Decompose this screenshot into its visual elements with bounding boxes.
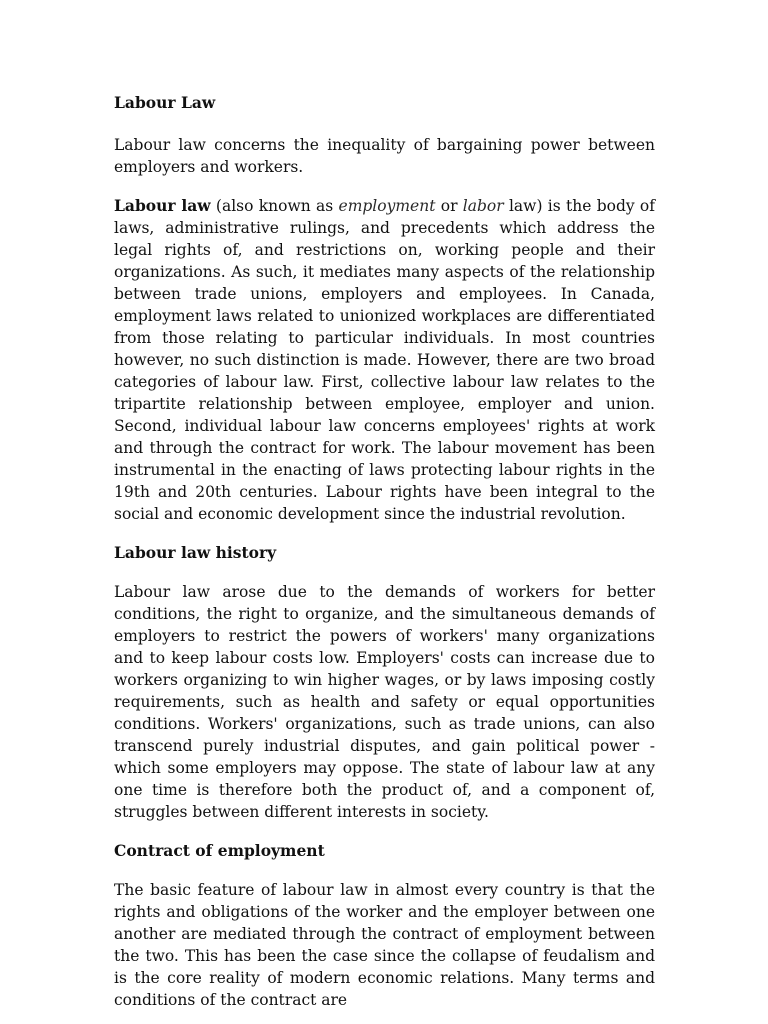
history-heading: Labour law history [114, 543, 277, 562]
keyword-labor: labor [462, 197, 504, 215]
contract-paragraph: The basic feature of labour law in almost every country is that the rights and obligations of the worker and the employer between one another are mediated through the contract of employment between the two. This has been the case since the collapse of feudalism and is the core reality of modern economic relations. Many terms and conditions of the contract are [114, 881, 655, 1009]
definition-text-3: law) is the body of laws, administrative rulings, and precedents which address the legal rights of, and restrictions on, working people and their organizations. As such, it mediates many aspects of the relationship between trade unions, employers and employees. In Canada, employment laws related to unionized workplaces are differentiated from those relating to particular individuals. In most countries however, no such distinction is made. However, there are two broad categories of labour law. First, collective labour law relates to the tripartite relationship between employee, employer and union. Second, individual labour law concerns employees' rights at work and through the contract for work. The labour movement has been instrumental in the enacting of laws protecting labour rights in the 19th and 20th centuries. Labour rights have been integral to the social and economic development since the industrial revolution. [114, 197, 655, 523]
contract-heading: Contract of employment [114, 841, 325, 860]
history-paragraph: Labour law arose due to the demands of workers for better conditions, the right to organize, and the simultaneous demands of employers to restrict the powers of workers' many organizations and to keep labour costs low. Employers' costs can increase due to workers organizing to win higher wages, or by laws imposing costly requirements, such as health and safety or equal opportunities conditions. Workers' organizations, such as trade unions, can also transcend purely industrial disputes, and gain political power - which some employers may oppose. The state of labour law at any one time is therefore both the product of, and a component of, struggles between different interests in society. [114, 583, 655, 821]
intro-paragraph: Labour law concerns the inequality of bargaining power between employers and workers. [114, 136, 655, 176]
definition-text-1: (also known as [210, 197, 339, 215]
document-title: Labour Law [114, 93, 216, 112]
definition-paragraph [114, 195, 655, 525]
definition-text-2: or [435, 197, 463, 215]
definition-term: Labour law [114, 196, 211, 215]
keyword-employment: employment [338, 197, 436, 215]
document-body [114, 92, 655, 1011]
